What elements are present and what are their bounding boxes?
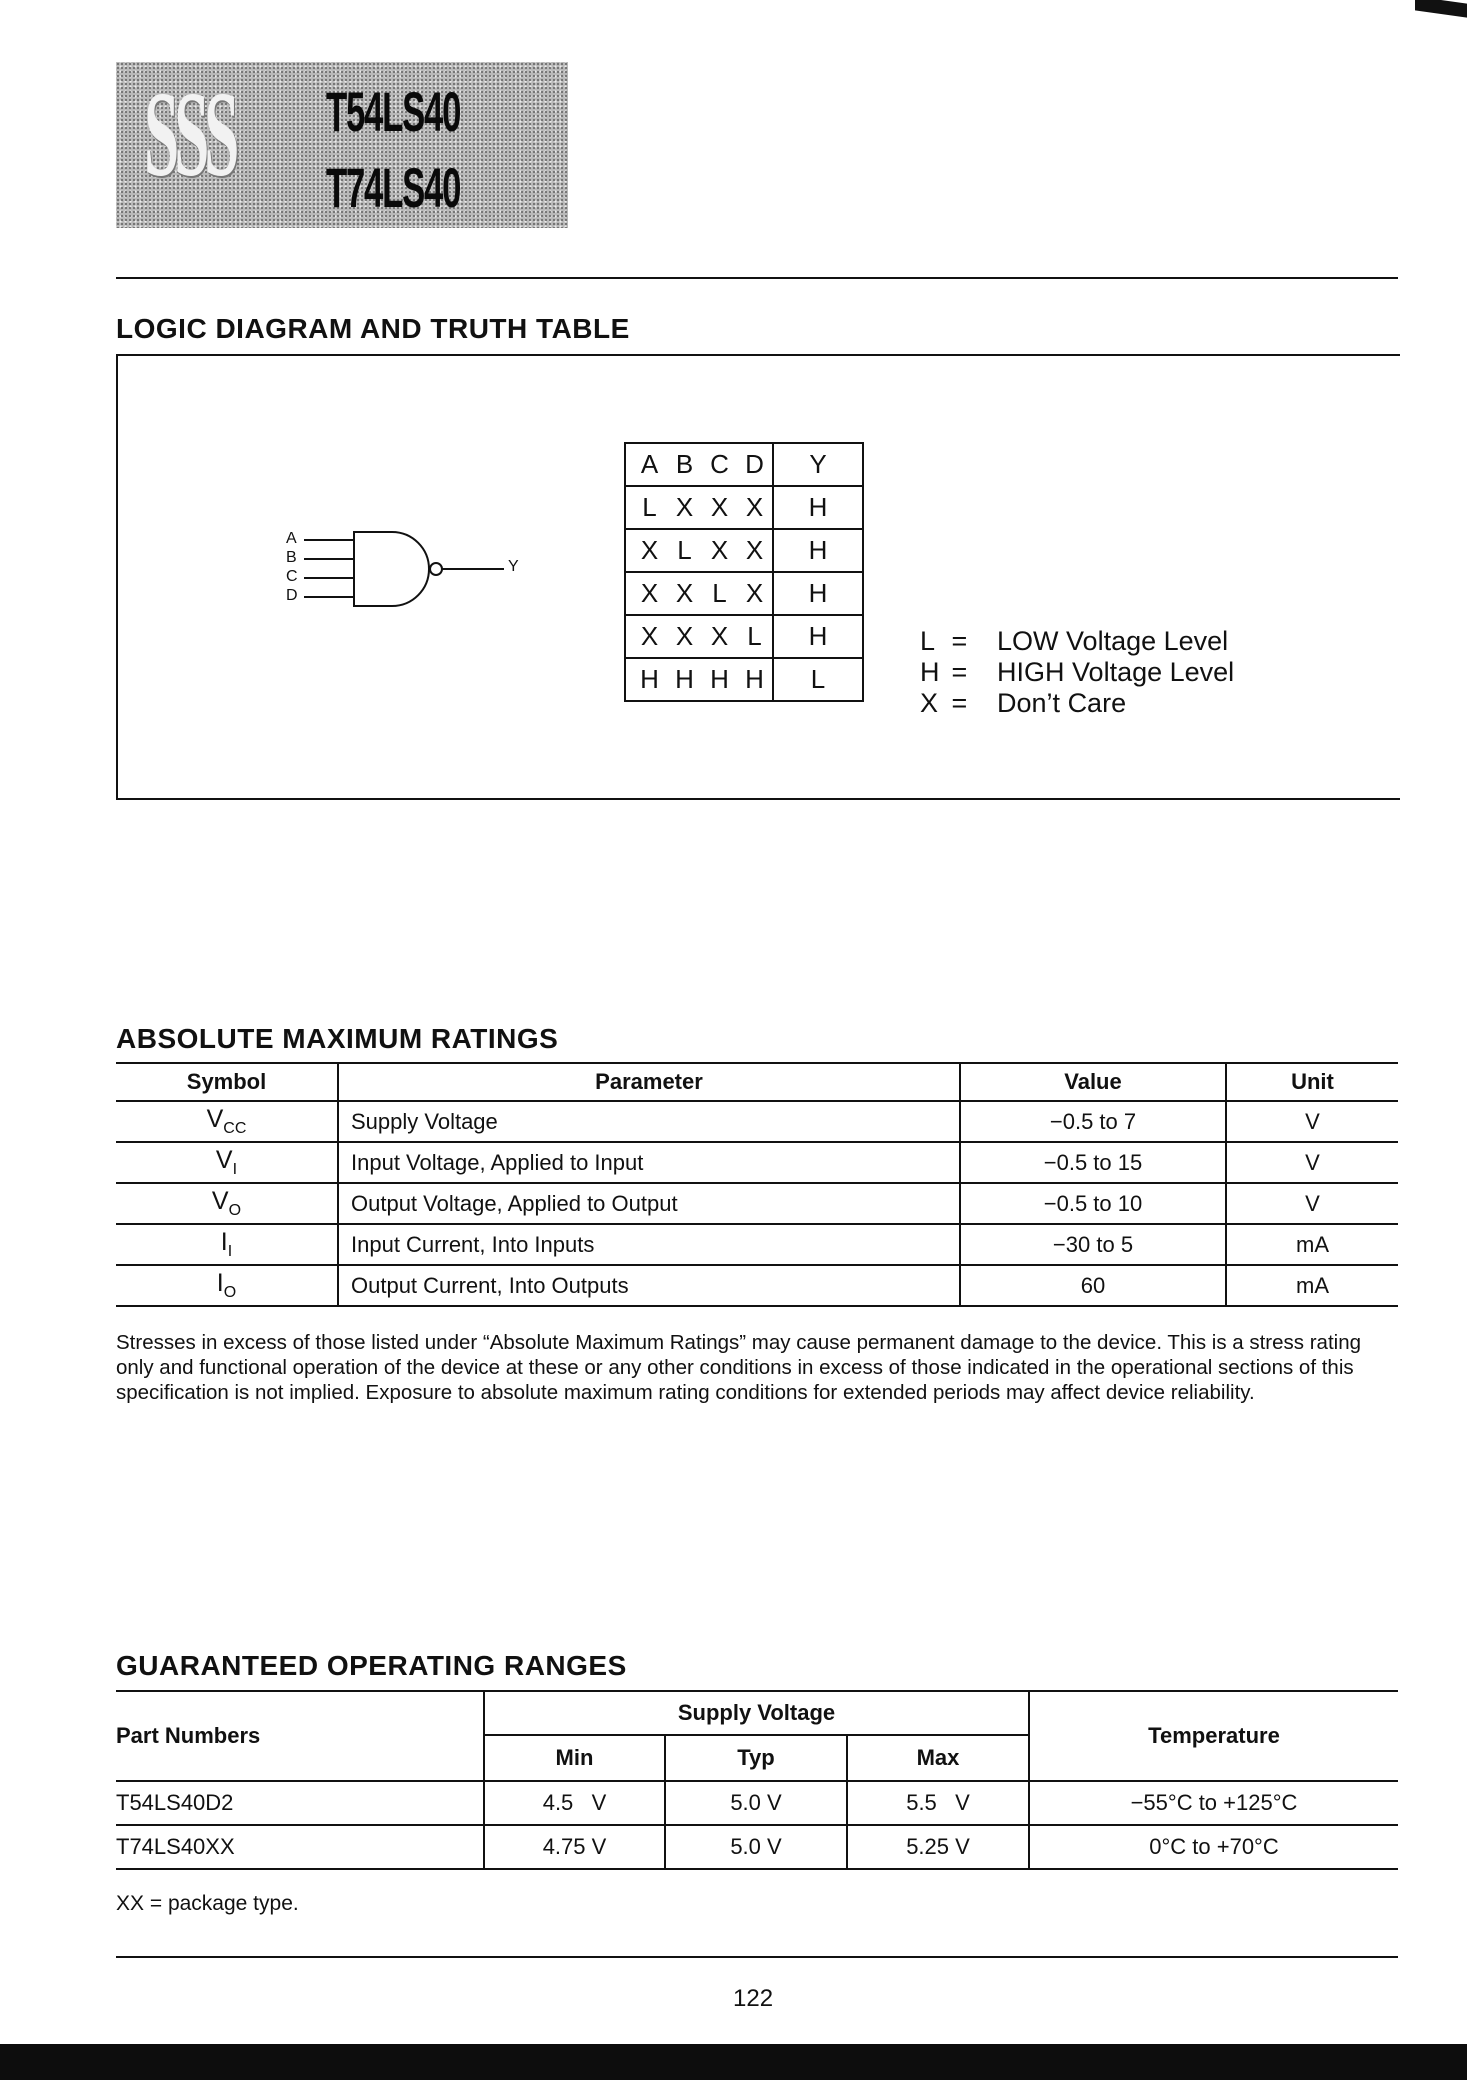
company-logo: SSS — [144, 67, 235, 202]
parameter-cell: Input Voltage, Applied to Input — [338, 1142, 960, 1183]
symbol-cell — [116, 1224, 338, 1265]
table-row — [116, 1101, 1398, 1142]
page-number: 122 — [733, 1985, 774, 2012]
symbol-sub: I — [227, 1243, 233, 1260]
unit-cell: V — [1226, 1101, 1398, 1142]
part-number-1: T54LS40 — [326, 80, 461, 143]
col-temperature: Temperature — [1148, 1723, 1280, 1748]
typ-cell: 5.0 V — [665, 1781, 847, 1825]
tt-head-c: C — [702, 443, 737, 486]
unit-cell: mA — [1226, 1265, 1398, 1306]
table-row — [116, 1224, 1398, 1265]
symbol-main: V — [206, 1105, 224, 1133]
table-row — [116, 1781, 1398, 1825]
table-row — [116, 1183, 1398, 1224]
header-divider — [116, 277, 1398, 279]
logic-section-title: LOGIC DIAGRAM AND TRUTH TABLE — [116, 313, 630, 344]
abs-max-note: Stresses in excess of those listed under “Absolute Maximum Ratings” may cause permanent damage to the device. This is a stress rating only and functional operation of the device at these or any other conditions in excess of those indicated in the operational sections of this specification is not implied. Exposure to absolute maximum rating conditions for extended periods may affect device reliability. — [116, 1331, 1362, 1404]
col-part-numbers: Part Numbers — [116, 1723, 261, 1748]
gate-input-b: B — [286, 549, 297, 566]
tt-cell: L — [625, 486, 667, 529]
ranges-section-title: GUARANTEED OPERATING RANGES — [116, 1650, 627, 1681]
table-row — [116, 1142, 1398, 1183]
tt-cell: H — [702, 658, 737, 701]
tt-cell: X — [667, 615, 702, 658]
truth-table-header — [625, 443, 863, 486]
abs-max-section-title: ABSOLUTE MAXIMUM RATINGS — [116, 1023, 559, 1054]
legend-eq: = — [951, 626, 968, 656]
tt-cell: H — [667, 658, 702, 701]
symbol-cell — [116, 1183, 338, 1224]
truth-table-row — [625, 572, 863, 615]
footer-divider — [116, 1956, 1398, 1958]
symbol-cell — [116, 1101, 338, 1142]
tt-cell-y: H — [773, 572, 863, 615]
tt-cell: X — [702, 486, 737, 529]
legend-key: H — [920, 657, 940, 687]
tt-cell: L — [702, 572, 737, 615]
tt-cell-y: H — [773, 486, 863, 529]
symbol-main: I — [220, 1228, 228, 1256]
header-logo-block — [116, 62, 568, 228]
truth-table-legend — [920, 626, 1234, 719]
truth-table — [624, 442, 864, 702]
temperature-cell: −55°C to +125°C — [1029, 1781, 1398, 1825]
tt-head-b: B — [667, 443, 702, 486]
col-supply-voltage: Supply Voltage — [484, 1691, 1029, 1735]
legend-text: HIGH Voltage Level — [997, 657, 1235, 687]
gate-output-y: Y — [508, 558, 519, 575]
scan-edge-bottom — [0, 2044, 1467, 2080]
unit-cell: V — [1226, 1142, 1398, 1183]
unit-cell: V — [1226, 1183, 1398, 1224]
tt-cell: L — [737, 615, 773, 658]
symbol-cell — [116, 1142, 338, 1183]
parameter-cell: Output Current, Into Outputs — [338, 1265, 960, 1306]
col-parameter: Parameter — [338, 1063, 960, 1101]
parameter-cell: Supply Voltage — [338, 1101, 960, 1142]
col-min: Min — [484, 1735, 665, 1781]
gate-input-a: A — [286, 530, 297, 547]
parameter-cell: Output Voltage, Applied to Output — [338, 1183, 960, 1224]
symbol-cell — [116, 1265, 338, 1306]
part-cell: T54LS40D2 — [116, 1781, 484, 1825]
tt-head-d: D — [737, 443, 773, 486]
legend-eq: = — [951, 657, 968, 687]
tt-cell: X — [625, 572, 667, 615]
table-row — [116, 1265, 1398, 1306]
tt-cell: X — [702, 529, 737, 572]
max-cell: 5.25 V — [847, 1825, 1029, 1869]
value-cell: −0.5 to 7 — [960, 1101, 1226, 1142]
symbol-sub: O — [223, 1284, 237, 1301]
min-cell: 4.75 V — [484, 1825, 665, 1869]
value-cell: −0.5 to 15 — [960, 1142, 1226, 1183]
abs-max-header — [116, 1063, 1398, 1101]
tt-cell: X — [625, 615, 667, 658]
ranges-header-1 — [116, 1691, 1398, 1735]
tt-head-a: A — [625, 443, 667, 486]
nand-gate-diagram — [282, 526, 542, 616]
truth-table-row — [625, 615, 863, 658]
legend-text: LOW Voltage Level — [997, 626, 1229, 656]
truth-table-row — [625, 529, 863, 572]
tt-cell: X — [625, 529, 667, 572]
symbol-sub: O — [228, 1202, 242, 1219]
part-cell: T74LS40XX — [116, 1825, 484, 1869]
tt-cell-y: L — [773, 658, 863, 701]
tt-cell: X — [737, 486, 773, 529]
col-typ: Typ — [665, 1735, 847, 1781]
nand-gate-symbol — [282, 526, 542, 616]
legend-key: X — [920, 688, 939, 718]
abs-max-table — [116, 1062, 1398, 1307]
tt-cell: L — [667, 529, 702, 572]
gate-input-c: C — [286, 568, 298, 585]
tt-cell: X — [667, 572, 702, 615]
typ-cell: 5.0 V — [665, 1825, 847, 1869]
symbol-main: V — [215, 1146, 233, 1174]
tt-cell: X — [702, 615, 737, 658]
table-row — [116, 1825, 1398, 1869]
col-symbol: Symbol — [116, 1063, 338, 1101]
unit-cell: mA — [1226, 1224, 1398, 1265]
tt-cell: H — [625, 658, 667, 701]
tt-cell: X — [737, 572, 773, 615]
ranges-footnote: XX = package type. — [116, 1892, 299, 1915]
col-max: Max — [847, 1735, 1029, 1781]
col-value: Value — [960, 1063, 1226, 1101]
legend-item-low — [920, 626, 1234, 657]
legend-item-dont-care — [920, 688, 1234, 719]
symbol-main: I — [216, 1269, 224, 1297]
tt-cell: X — [667, 486, 702, 529]
tt-cell: H — [737, 658, 773, 701]
value-cell: 60 — [960, 1265, 1226, 1306]
symbol-main: V — [211, 1187, 229, 1215]
tt-cell: X — [737, 529, 773, 572]
tt-cell-y: H — [773, 529, 863, 572]
temperature-cell: 0°C to +70°C — [1029, 1825, 1398, 1869]
symbol-sub: CC — [223, 1120, 247, 1137]
scan-mark — [1415, 0, 1467, 18]
min-cell: 4.5 V — [484, 1781, 665, 1825]
col-unit: Unit — [1291, 1069, 1334, 1094]
operating-ranges-table — [116, 1690, 1398, 1870]
truth-table-row — [625, 486, 863, 529]
value-cell: −0.5 to 10 — [960, 1183, 1226, 1224]
legend-text: Don’t Care — [997, 688, 1127, 718]
part-number-2: T74LS40 — [326, 156, 461, 219]
value-cell: −30 to 5 — [960, 1224, 1226, 1265]
legend-eq: = — [951, 688, 968, 718]
parameter-cell: Input Current, Into Inputs — [338, 1224, 960, 1265]
tt-cell-y: H — [773, 615, 863, 658]
gate-input-d: D — [286, 587, 298, 604]
max-cell: 5.5 V — [847, 1781, 1029, 1825]
truth-table-row — [625, 658, 863, 701]
symbol-sub: I — [232, 1161, 238, 1178]
legend-key: L — [920, 626, 936, 656]
legend-item-high — [920, 657, 1234, 688]
tt-head-y: Y — [773, 443, 863, 486]
